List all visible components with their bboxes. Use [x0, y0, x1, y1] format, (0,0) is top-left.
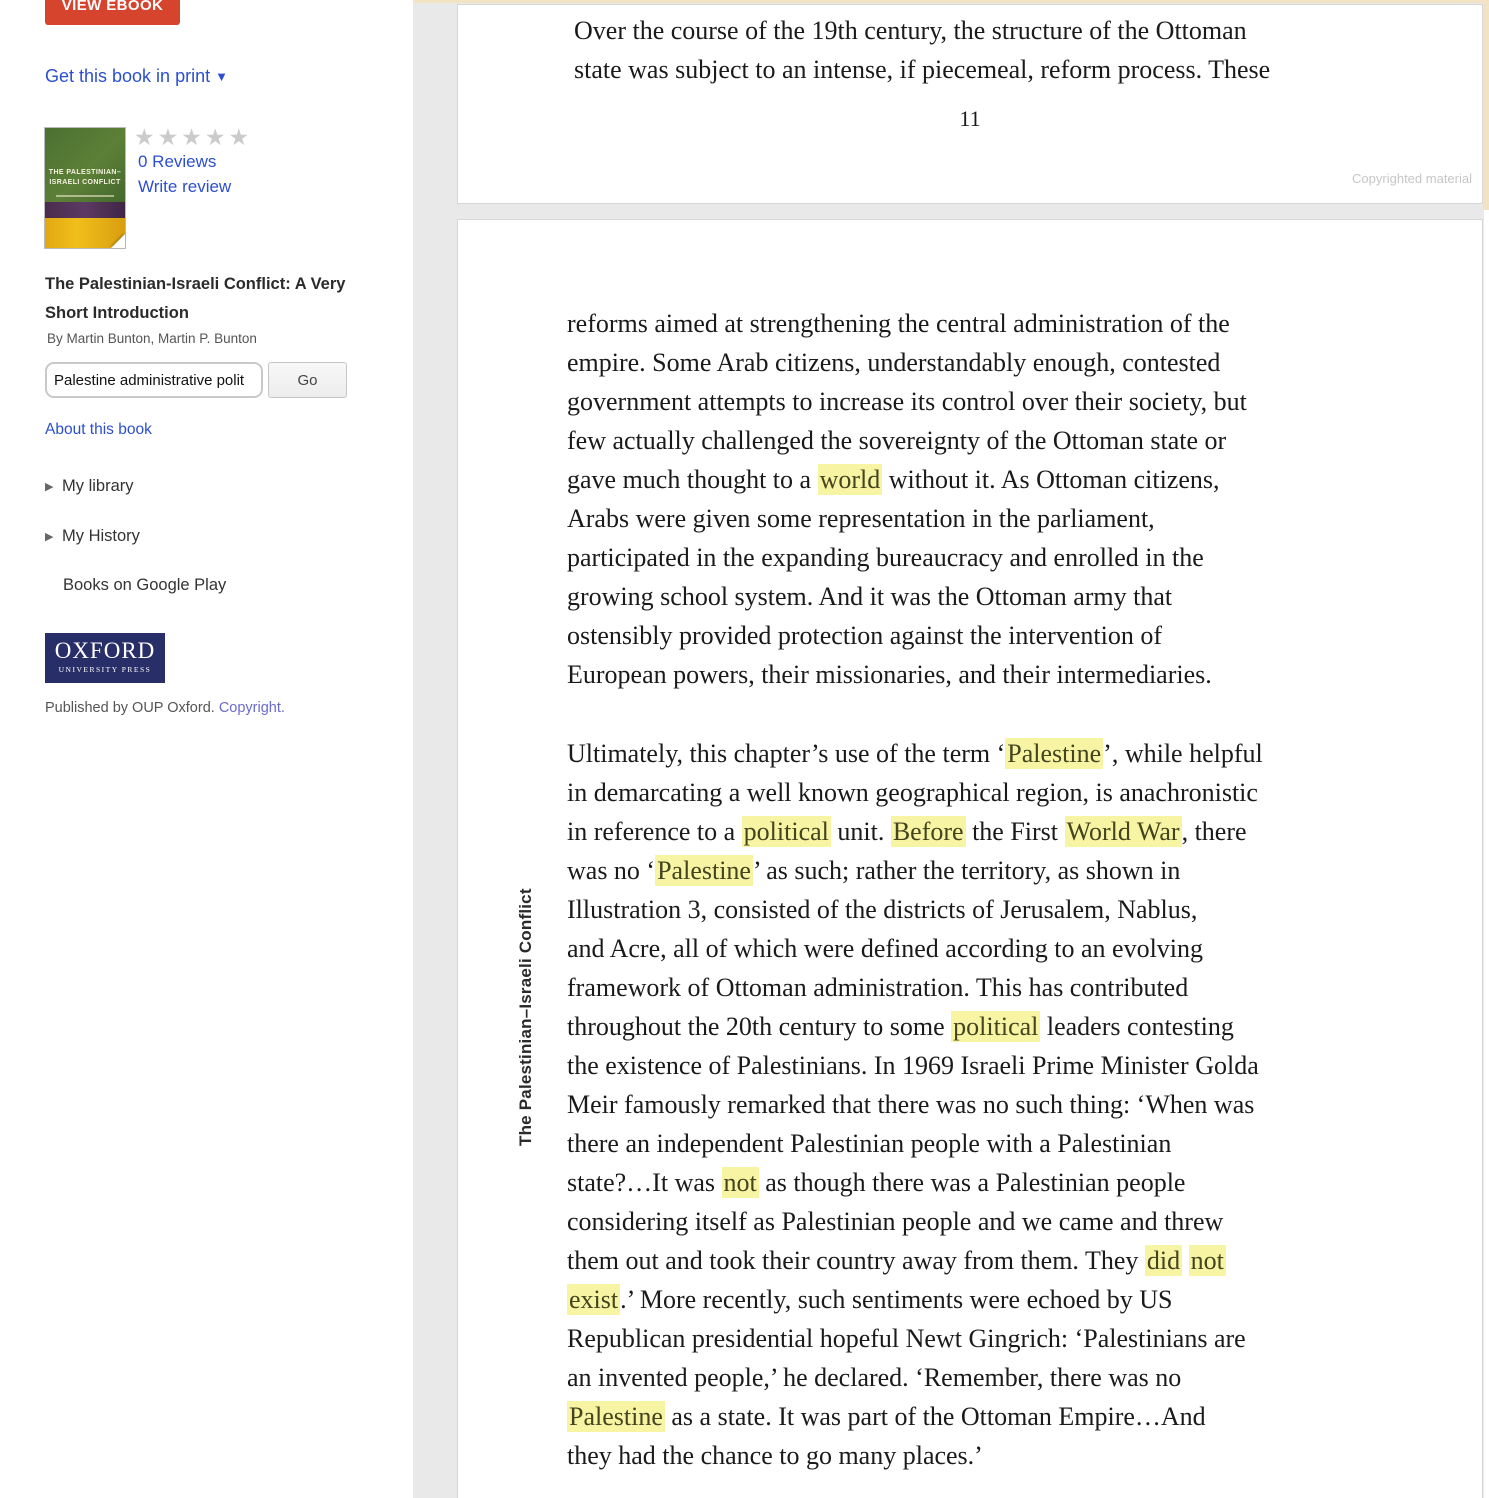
cover-title: THE PALESTINIAN– ISRAELI CONFLICT [48, 168, 122, 186]
get-book-in-print-label: Get this book in print [45, 66, 211, 86]
search-term-highlight: political [953, 1012, 1039, 1041]
text-line: exist.’ More recently, such sentiments were echoed by US [569, 1285, 1173, 1314]
search-term-highlight: Palestine [569, 1402, 663, 1431]
page-curl-icon [111, 234, 125, 248]
search-term-highlight: Palestine [657, 856, 751, 885]
chevron-right-icon: ▶ [45, 481, 54, 493]
published-by-text: Published by OUP Oxford. [45, 700, 219, 716]
text-line: Over the course of the 19th century, the structure of the Ottoman [574, 16, 1247, 45]
pane-top-edge [413, 0, 1489, 3]
text-line: there an independent Palestinian people with a Palestinian [567, 1129, 1172, 1158]
search-term-highlight: world [819, 465, 881, 494]
star-rating-icons: ★★★★★ [134, 124, 253, 150]
search-term-highlight: not [1190, 1246, 1224, 1275]
my-library-label: My library [62, 477, 134, 495]
chevron-right-icon: ▶ [45, 531, 54, 543]
write-review-link[interactable]: Write review [138, 177, 232, 196]
text-line: ostensibly provided protection against the intervention of [567, 621, 1162, 650]
about-this-book-link[interactable]: About this book [45, 421, 152, 438]
text-line: considering itself as Palestinian people and we came and threw [567, 1207, 1224, 1236]
text-line: and Acre, all of which were defined according to an evolving [567, 934, 1204, 963]
pane-right-margin [1484, 0, 1489, 1498]
cover-purple-band [45, 202, 125, 218]
text-line: participated in the expanding bureaucracy and enrolled in the [567, 543, 1204, 572]
text-line: government attempts to increase its control over their society, but [567, 387, 1247, 416]
search-in-book-input[interactable] [45, 362, 263, 398]
sidebar-item-my-history[interactable] [45, 527, 140, 546]
go-button[interactable]: Go [268, 362, 347, 398]
search-term-highlight: not [723, 1168, 757, 1197]
text-line: was no ‘Palestine’ as such; rather the territory, as shown in [567, 856, 1181, 885]
text-line: Palestine as a state. It was part of the Ottoman Empire…And [569, 1402, 1206, 1431]
oup-publisher-logo[interactable] [45, 633, 165, 683]
my-history-label: My History [62, 527, 140, 545]
get-book-in-print-link[interactable] [45, 66, 228, 87]
copyright-link[interactable]: Copyright. [218, 700, 285, 716]
text-line: Ultimately, this chapter’s use of the term ‘Palestine’, while helpful [567, 739, 1263, 768]
reader-pane [413, 0, 1489, 1498]
text-line: state was subject to an intense, if piecemeal, reform process. These [574, 55, 1271, 84]
cover-subtitle-line [56, 195, 114, 197]
page-12-text [567, 304, 1263, 1498]
search-term-highlight: did [1146, 1246, 1181, 1275]
book-paragraph [567, 304, 1263, 694]
text-line: them out and took their country away from them. They did not [567, 1246, 1224, 1275]
page-number: 11 [959, 106, 981, 131]
pane-top-right-edge [1483, 0, 1489, 210]
search-term-highlight: Before [892, 817, 964, 846]
oup-logo-press-text: UNIVERSITY PRESS [58, 665, 152, 674]
book-paragraph [567, 734, 1263, 1475]
google-play-label: Books on Google Play [63, 576, 227, 594]
sidebar-item-my-library[interactable] [45, 477, 134, 496]
text-line: European powers, their missionaries, and their intermediaries. [567, 660, 1212, 689]
sidebar-item-google-play-books[interactable] [63, 576, 226, 595]
text-line: gave much thought to a world without it. As Ottoman citizens, [567, 465, 1220, 494]
text-line: growing school system. And it was the Ottoman army that [567, 582, 1173, 611]
text-line: few actually challenged the sovereignty of the Ottoman state or [567, 426, 1227, 455]
text-line: reforms aimed at strengthening the central administration of the [567, 309, 1230, 338]
search-term-highlight: World War [1066, 817, 1180, 846]
cover-green-band [45, 128, 125, 202]
text-line: empire. Some Arab citizens, understandably enough, contested [567, 348, 1221, 377]
sidebar [0, 0, 413, 1498]
text-line: Meir famously remarked that there was no such thing: ‘When was [567, 1090, 1255, 1119]
book-title: The Palestinian-Israeli Conflict: A Very Short Introduction [45, 275, 346, 322]
dropdown-arrow-icon: ▼ [215, 69, 228, 84]
text-line: Arabs were given some representation in the parliament, [567, 504, 1155, 533]
oup-logo-oxford-text: OXFORD [54, 638, 156, 663]
text-line: Illustration 3, consisted of the districts of Jerusalem, Nablus, [567, 895, 1198, 924]
publisher-line [45, 700, 285, 716]
search-term-highlight: Palestine [1007, 739, 1102, 768]
text-line: Republican presidential hopeful Newt Gingrich: ‘Palestinians are [567, 1324, 1246, 1353]
view-ebook-button[interactable]: VIEW EBOOK [45, 0, 180, 25]
book-cover-thumbnail[interactable] [45, 128, 125, 248]
text-line: in demarcating a well known geographical region, is anachronistic [567, 778, 1258, 807]
text-line: framework of Ottoman administration. This has contributed [567, 973, 1189, 1002]
book-byline: By Martin Bunton, Martin P. Bunton [47, 331, 257, 346]
book-page-11 [457, 4, 1483, 204]
text-line: an invented people,’ he declared. ‘Remember, there was no [567, 1363, 1182, 1392]
copyrighted-material-note: Copyrighted material [1352, 171, 1472, 186]
search-term-highlight: political [743, 817, 829, 846]
text-line: they had the chance to go many places.’ [567, 1441, 983, 1470]
text-line: state?…It was not as though there was a Palestinian people [567, 1168, 1186, 1197]
reviews-count-link[interactable]: 0 Reviews [138, 152, 217, 171]
running-vertical-book-title: The Palestinian–Israeli Conflict [516, 888, 535, 1146]
book-page-12 [457, 219, 1483, 1498]
book-paragraph [574, 11, 1270, 89]
search-term-highlight: exist [569, 1285, 619, 1314]
text-line: the existence of Palestinians. In 1969 Israeli Prime Minister Golda [567, 1051, 1259, 1080]
text-line: throughout the 20th century to some political leaders contesting [567, 1012, 1234, 1041]
text-line: in reference to a political unit. Before the First World War, there [567, 817, 1247, 846]
